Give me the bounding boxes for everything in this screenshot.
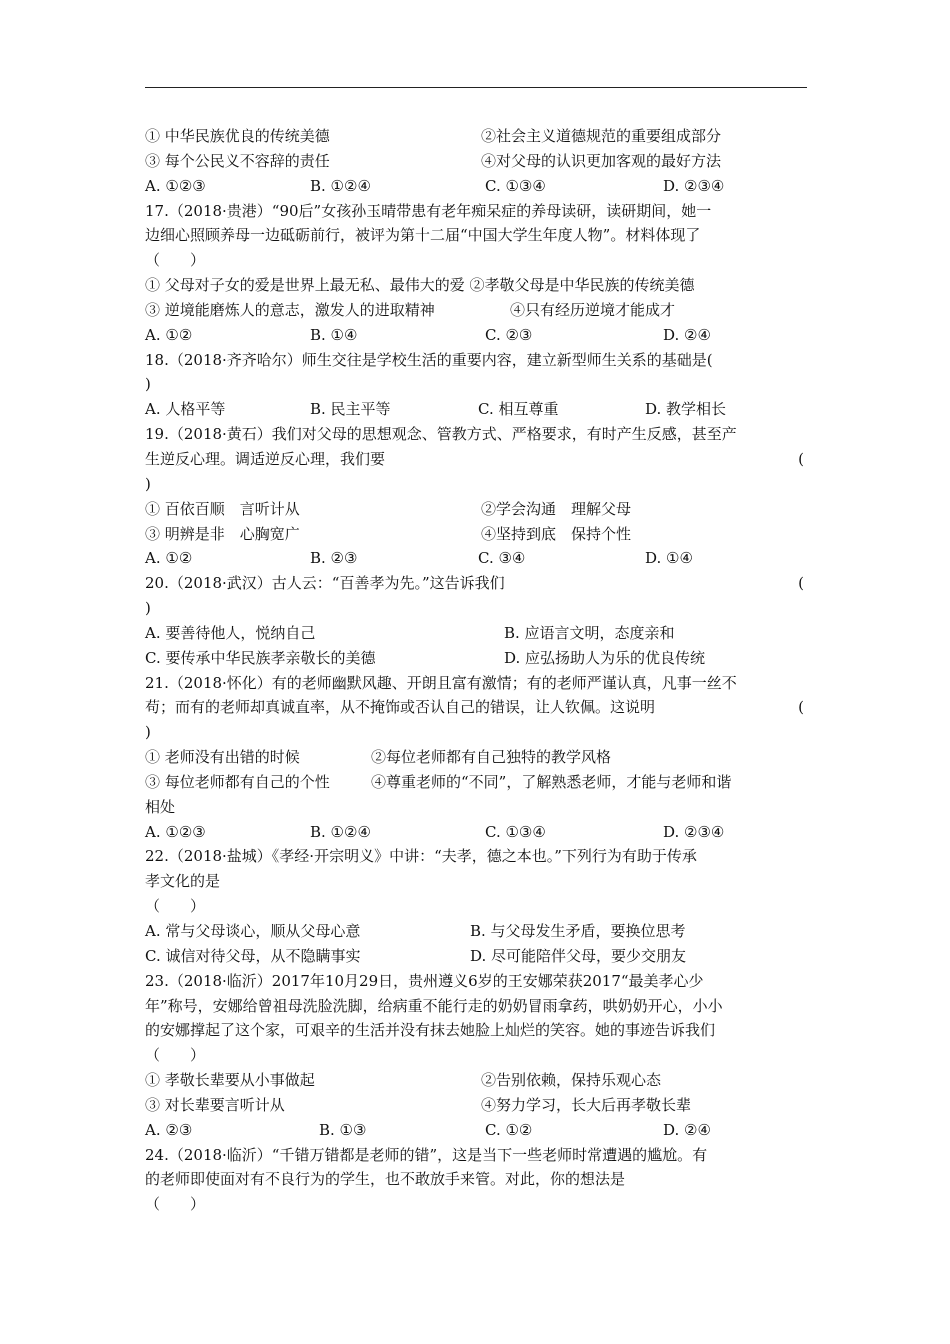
answer-choice-c[interactable]: C. ③④	[478, 549, 526, 568]
question-17-stem: 边细心照顾养母一边砥砺前行，被评为第十二届“中国大学生年度人物”。材料体现了	[145, 226, 701, 245]
question-17-stem: 17.（2018·贵港）“90后”女孩孙玉晴带患有老年痴呆症的养母读研，读研期间，她一	[145, 201, 712, 220]
exam-page	[145, 124, 810, 1217]
answer-choice-d[interactable]: D. 教学相长	[645, 400, 727, 419]
option: ④坚持到底 保持个性	[481, 524, 632, 543]
answer-choice-a[interactable]: A. ②③	[145, 1120, 193, 1139]
answer-choice-b[interactable]: B. ②③	[310, 549, 358, 568]
question-21-stem: 21.（2018·怀化）有的老师幽默风趣、开朗且富有激情；有的老师严谨认真，凡事一丝不	[145, 673, 737, 692]
question-24-stem: 的老师即使面对有不良行为的学生，也不敢放手来管。对此，你的想法是	[145, 1170, 626, 1189]
option: 相处	[145, 797, 176, 816]
answer-choice-a[interactable]: A. ①②③	[145, 176, 206, 195]
option-row	[145, 522, 810, 547]
answer-choice-a[interactable]: A. ①②	[145, 325, 193, 344]
option: ① 父母对子女的爱是世界上最无私、最伟大的爱 ②孝敬父母是中华民族的传统美德	[145, 276, 695, 295]
option: ① 百依百顺 言听计从	[145, 499, 300, 518]
answer-paren-open: (	[798, 574, 804, 593]
answer-choice-c[interactable]: C. ①③④	[485, 822, 546, 841]
option: ③ 每位老师都有自己的个性	[145, 772, 330, 791]
answer-choice-c[interactable]: C. 诚信对待父母，从不隐瞒事实	[145, 946, 361, 965]
option-row	[145, 1093, 810, 1118]
option: ②学会沟通 理解父母	[481, 499, 632, 518]
answer-choice-a[interactable]: A. ①②	[145, 549, 193, 568]
answer-choice-a[interactable]: A. 人格平等	[145, 400, 226, 419]
answer-choice-d[interactable]: D. ②④	[663, 325, 711, 344]
question-22-stem: 孝文化的是	[145, 872, 221, 891]
question-21-stem-line	[145, 695, 810, 720]
answer-row	[145, 323, 810, 348]
option-row	[145, 497, 810, 522]
question-19-stem-line	[145, 447, 810, 472]
question-23-stem: 的安娜撑起了这个家，可艰辛的生活并没有抹去她脸上灿烂的笑容。她的事迹告诉我们	[145, 1021, 716, 1040]
question-18-stem: )	[145, 375, 151, 394]
option-row	[145, 745, 810, 770]
question-20-stem: 20.（2018·武汉）古人云：“百善孝为先。”这告诉我们	[145, 574, 505, 593]
option-row	[145, 770, 810, 795]
question-23-stem: 23.（2018·临沂）2017年10月29日，贵州遵义6岁的王安娜荣获2017“最美孝心少	[145, 971, 704, 990]
answer-row	[145, 919, 810, 944]
option-row	[145, 1068, 810, 1093]
header-rule	[145, 87, 807, 88]
question-23-stem: 年”称号，安娜给曾祖母洗脸洗脚，给病重不能行走的奶奶冒雨拿药，哄奶奶开心，小小	[145, 996, 723, 1015]
answer-row	[145, 944, 810, 969]
answer-choice-a[interactable]: A. ①②③	[145, 822, 206, 841]
answer-row	[145, 820, 810, 845]
answer-paren-close: )	[145, 599, 151, 618]
answer-choice-b[interactable]: B. 民主平等	[310, 400, 391, 419]
option: ④努力学习，长大后再孝敬长辈	[481, 1095, 692, 1114]
option: ③ 对长辈要言听计从	[145, 1095, 285, 1114]
answer-choice-b[interactable]: B. ①③	[319, 1120, 367, 1139]
option: ③ 明辨是非 心胸宽广	[145, 524, 300, 543]
answer-choice-c[interactable]: C. ②③	[485, 325, 533, 344]
answer-choice-c[interactable]: C. ①③④	[485, 176, 546, 195]
answer-choice-d[interactable]: D. ②③④	[663, 822, 725, 841]
answer-choice-c[interactable]: C. 相互尊重	[478, 400, 559, 419]
option: ③ 逆境能磨炼人的意志，激发人的进取精神	[145, 300, 435, 319]
option: ②社会主义道德规范的重要组成部分	[481, 127, 722, 145]
question-22-stem: 22.（2018·盐城）《孝经·开宗明义》中讲：“夫孝，德之本也。”下列行为有助于传承	[145, 847, 697, 866]
option: ④尊重老师的“不同”，了解熟悉老师，才能与老师和谐	[371, 772, 732, 791]
question-24-paren: （ ）	[145, 1195, 206, 1214]
answer-row	[145, 397, 810, 422]
answer-choice-d[interactable]: D. 应弘扬助人为乐的优良传统	[504, 648, 706, 667]
answer-row	[145, 621, 810, 646]
question-18-stem: 18.（2018·齐齐哈尔）师生交往是学校生活的重要内容，建立新型师生关系的基础是(	[145, 350, 713, 369]
answer-choice-b[interactable]: B. ①④	[310, 325, 358, 344]
answer-row	[145, 1118, 810, 1143]
answer-paren-open: (	[798, 698, 804, 717]
answer-choice-a[interactable]: A. 常与父母谈心，顺从父母心意	[145, 922, 361, 940]
question-17-paren: （ ）	[145, 251, 206, 270]
option: ① 孝敬长辈要从小事做起	[145, 1071, 315, 1090]
answer-row	[145, 546, 810, 571]
option: ① 老师没有出错的时候	[145, 748, 300, 767]
answer-choice-c[interactable]: C. ①②	[485, 1120, 533, 1139]
option: ②每位老师都有自己独特的教学风格	[371, 748, 612, 767]
option-row	[145, 149, 810, 174]
answer-choice-b[interactable]: B. 应语言文明，态度亲和	[504, 623, 675, 642]
option: ① 中华民族优良的传统美德	[145, 127, 330, 145]
answer-choice-c[interactable]: C. 要传承中华民族孝亲敬长的美德	[145, 648, 376, 667]
option: ③ 每个公民义不容辞的责任	[145, 151, 330, 170]
answer-choice-d[interactable]: D. ①④	[645, 549, 693, 568]
option: ②告别依赖，保持乐观心态	[481, 1071, 662, 1090]
option-row	[145, 124, 810, 149]
answer-choice-b[interactable]: B. ①②④	[310, 176, 371, 195]
answer-choice-d[interactable]: D. ②④	[663, 1120, 711, 1139]
question-21-stem: 苟；而有的老师却真诚直率，从不掩饰或否认自己的错误，让人钦佩。这说明	[145, 698, 656, 717]
answer-row	[145, 646, 810, 671]
question-20-stem-line	[145, 571, 810, 596]
question-22-paren: （ ）	[145, 897, 206, 916]
question-19-stem: 生逆反心理。调适逆反心理，我们要	[145, 449, 386, 468]
answer-choice-d[interactable]: D. ②③④	[663, 176, 725, 195]
answer-choice-b[interactable]: B. 与父母发生矛盾，要换位思考	[470, 922, 686, 940]
answer-row	[145, 174, 810, 199]
question-19-stem: 19.（2018·黄石）我们对父母的思想观念、管教方式、严格要求，有时产生反感，甚至产	[145, 425, 737, 444]
answer-choice-d[interactable]: D. 尽可能陪伴父母，要少交朋友	[470, 946, 687, 965]
question-24-stem: 24.（2018·临沂）“千错万错都是老师的错”，这是当下一些老师时常遭遇的尴尬。有	[145, 1145, 708, 1164]
question-23-paren: （ ）	[145, 1046, 206, 1065]
answer-paren-close: )	[145, 723, 151, 742]
option-row	[145, 298, 810, 323]
answer-paren-close: )	[145, 474, 151, 493]
option: ④只有经历逆境才能成才	[510, 300, 676, 319]
option: ④对父母的认识更加客观的最好方法	[481, 151, 722, 170]
answer-choice-b[interactable]: B. ①②④	[310, 822, 371, 841]
answer-paren-open: (	[798, 449, 804, 468]
answer-choice-a[interactable]: A. 要善待他人，悦纳自己	[145, 623, 316, 642]
